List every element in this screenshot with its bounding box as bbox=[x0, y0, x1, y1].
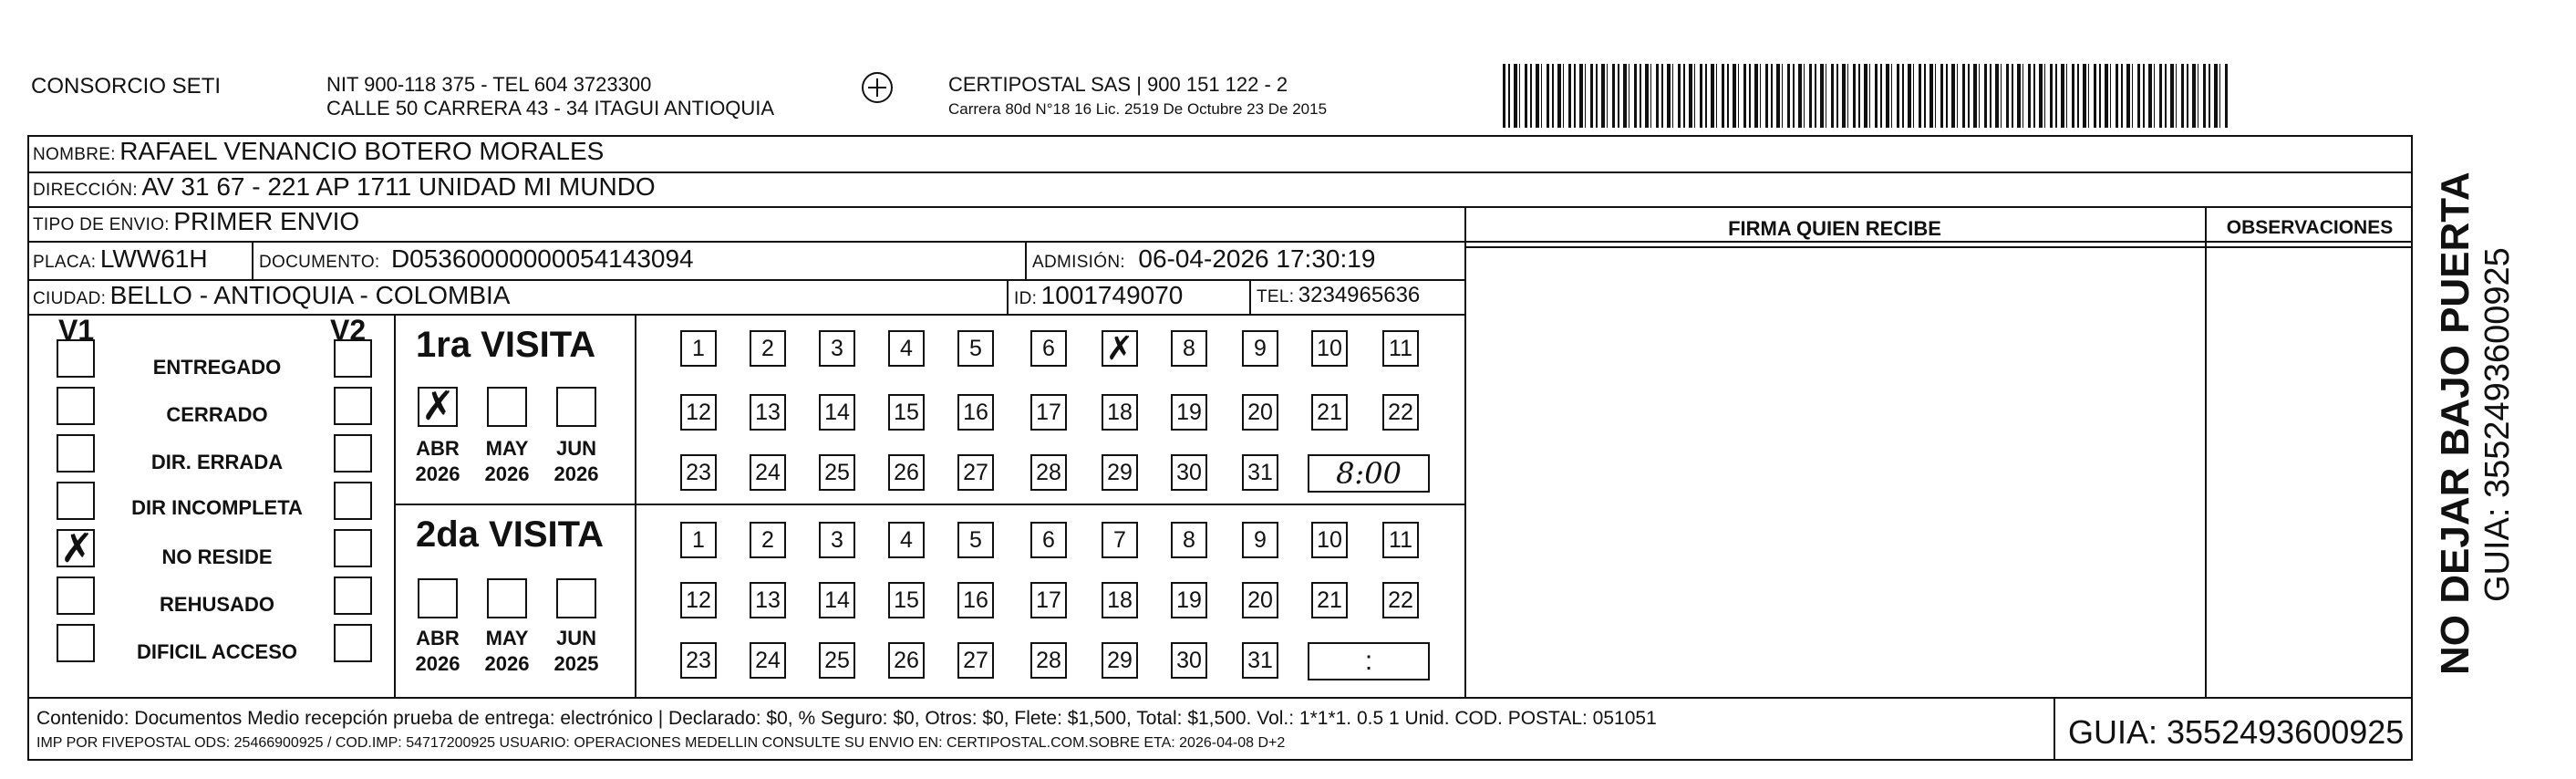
day-checkbox[interactable] bbox=[1171, 522, 1207, 558]
day-checkbox[interactable] bbox=[957, 522, 994, 558]
day-checkbox[interactable] bbox=[888, 522, 925, 558]
status-label: ENTREGADO bbox=[152, 356, 282, 379]
day-checkbox[interactable] bbox=[680, 642, 717, 679]
month-label: MAY bbox=[485, 627, 529, 649]
day-checkbox[interactable] bbox=[1030, 522, 1067, 558]
nombre-label: NOMBRE: bbox=[33, 145, 116, 164]
nit-line-1: NIT 900-118 375 - TEL 604 3723300 bbox=[326, 73, 652, 96]
year-label: 2026 bbox=[415, 652, 460, 675]
day-number: 25 bbox=[824, 459, 850, 485]
placa-value: LWW61H bbox=[99, 244, 208, 273]
ciudad-field bbox=[33, 281, 510, 310]
x-mark-icon: ✗ bbox=[421, 383, 455, 430]
day-number: 30 bbox=[1176, 459, 1202, 485]
year-label: 2025 bbox=[553, 652, 599, 675]
day-number: 18 bbox=[1107, 587, 1133, 613]
v2-checkbox[interactable] bbox=[334, 482, 372, 520]
day-checkbox[interactable] bbox=[680, 454, 717, 491]
day-checkbox[interactable] bbox=[957, 454, 994, 491]
v1-label: V1 bbox=[58, 314, 95, 347]
day-checkbox[interactable] bbox=[1382, 394, 1419, 431]
v2-checkbox[interactable] bbox=[334, 576, 372, 615]
day-number: 16 bbox=[963, 399, 988, 425]
visit2-title: 2da VISITA bbox=[416, 514, 604, 555]
month-label: ABR bbox=[416, 627, 460, 649]
status-label: DIR INCOMPLETA bbox=[131, 496, 303, 519]
certipostal-line-1: CERTIPOSTAL SAS | 900 151 122 - 2 bbox=[948, 73, 1288, 96]
month-checkbox[interactable] bbox=[556, 578, 596, 618]
day-checkbox[interactable] bbox=[750, 642, 786, 679]
nit-line-2: CALLE 50 CARRERA 43 - 34 ITAGUI ANTIOQUIA bbox=[326, 97, 775, 119]
certipostal-line-2: Carrera 80d N°18 16 Lic. 2519 De Octubre 23 De 2015 bbox=[948, 100, 1328, 118]
day-number: 7 bbox=[1113, 526, 1126, 553]
day-number: 22 bbox=[1388, 587, 1413, 613]
day-number: 11 bbox=[1389, 526, 1412, 553]
day-checkbox-marked[interactable] bbox=[1102, 330, 1138, 367]
ciudad-value: BELLO - ANTIOQUIA - COLOMBIA bbox=[109, 281, 511, 309]
side-warning: NO DEJAR BAJO PUERTA bbox=[2433, 171, 2478, 675]
day-checkbox[interactable] bbox=[819, 394, 855, 431]
day-checkbox[interactable] bbox=[1242, 394, 1278, 431]
day-checkbox[interactable] bbox=[819, 582, 855, 618]
day-checkbox[interactable] bbox=[750, 394, 786, 431]
day-checkbox[interactable] bbox=[1311, 522, 1348, 558]
month-label: JUN bbox=[555, 437, 596, 460]
day-number: 23 bbox=[686, 647, 711, 673]
day-checkbox[interactable] bbox=[957, 582, 994, 618]
day-number: 14 bbox=[824, 399, 850, 425]
v1-checkbox[interactable] bbox=[57, 339, 95, 378]
day-checkbox[interactable] bbox=[888, 394, 925, 431]
status-label: REHUSADO bbox=[160, 593, 274, 616]
day-checkbox[interactable] bbox=[1311, 330, 1348, 367]
day-number: 5 bbox=[969, 335, 982, 361]
day-checkbox[interactable] bbox=[1102, 394, 1138, 431]
day-checkbox[interactable] bbox=[1171, 582, 1207, 618]
admision-field bbox=[1032, 244, 1375, 274]
day-checkbox[interactable] bbox=[1311, 582, 1348, 618]
day-checkbox[interactable] bbox=[888, 454, 925, 491]
tel-value: 3234965636 bbox=[1298, 283, 1421, 307]
day-number: 3 bbox=[831, 335, 843, 361]
day-number: 8 bbox=[1183, 335, 1195, 361]
firma-header: FIRMA QUIEN RECIBE bbox=[1728, 217, 1941, 240]
v2-checkbox[interactable] bbox=[334, 624, 372, 662]
day-number: 18 bbox=[1107, 399, 1133, 425]
ciudad-label: CIUDAD: bbox=[33, 289, 107, 308]
day-number: 5 bbox=[969, 526, 982, 553]
day-number: 24 bbox=[755, 647, 781, 673]
v1-checkbox[interactable] bbox=[57, 482, 95, 520]
day-number: 9 bbox=[1254, 526, 1267, 553]
documento-field bbox=[259, 244, 694, 274]
day-checkbox[interactable] bbox=[957, 330, 994, 367]
day-number: 4 bbox=[900, 526, 913, 553]
day-number: 19 bbox=[1176, 587, 1202, 613]
company-name: CONSORCIO SETI bbox=[31, 74, 222, 99]
day-number: 28 bbox=[1036, 647, 1061, 673]
footer-guia: GUIA: 3552493600925 bbox=[2068, 713, 2405, 751]
day-number: 4 bbox=[900, 335, 913, 361]
day-number: 21 bbox=[1317, 587, 1342, 613]
day-number: 31 bbox=[1247, 647, 1273, 673]
v1-checkbox[interactable] bbox=[57, 387, 95, 425]
tipo-field bbox=[33, 207, 359, 236]
direccion-value: AV 31 67 - 221 AP 1711 UNIDAD MI MUNDO bbox=[141, 172, 656, 201]
day-number: 15 bbox=[894, 399, 919, 425]
admision-label: ADMISIÓN: bbox=[1032, 253, 1125, 272]
month-checkbox[interactable] bbox=[556, 387, 596, 427]
x-mark-icon: ✗ bbox=[60, 525, 94, 572]
day-number: 12 bbox=[686, 399, 711, 425]
status-label: DIR. ERRADA bbox=[150, 451, 284, 473]
v2-checkbox[interactable] bbox=[334, 434, 372, 473]
direccion-field bbox=[33, 172, 656, 202]
day-checkbox[interactable] bbox=[1171, 394, 1207, 431]
day-checkbox[interactable] bbox=[680, 522, 717, 558]
direccion-label: DIRECCIÓN: bbox=[33, 181, 138, 200]
day-checkbox[interactable] bbox=[888, 330, 925, 367]
day-number: 20 bbox=[1247, 399, 1273, 425]
day-checkbox[interactable] bbox=[680, 394, 717, 431]
day-number: 26 bbox=[894, 647, 919, 673]
day-number: 23 bbox=[686, 459, 711, 485]
day-number: 2 bbox=[761, 335, 774, 361]
v2-checkbox[interactable] bbox=[334, 339, 372, 378]
tipo-value: PRIMER ENVIO bbox=[173, 207, 360, 235]
nombre-field bbox=[33, 137, 604, 166]
status-label: NO RESIDE bbox=[161, 545, 273, 568]
day-checkbox[interactable] bbox=[1242, 642, 1278, 679]
month-checkbox[interactable] bbox=[487, 387, 527, 427]
day-checkbox[interactable] bbox=[1030, 582, 1067, 618]
visit2-time: : bbox=[1364, 646, 1373, 676]
day-number: 13 bbox=[755, 399, 781, 425]
day-number: 29 bbox=[1107, 647, 1133, 673]
day-number: 27 bbox=[963, 459, 988, 485]
day-number: 10 bbox=[1317, 526, 1342, 553]
day-checkbox[interactable] bbox=[1102, 642, 1138, 679]
v1-checkbox[interactable] bbox=[57, 576, 95, 615]
day-checkbox[interactable] bbox=[1311, 394, 1348, 431]
day-number: 26 bbox=[894, 459, 919, 485]
day-checkbox[interactable] bbox=[1171, 454, 1207, 491]
footer-imp: IMP POR FIVEPOSTAL ODS: 25466900925 / COD.IMP: 54717200925 USUARIO: OPERACIONES MEDELLIN CONSULTE SU ENVIO EN: CERTIPOSTAL.COM.SOBRE ETA: 2026-04-08 D+2 bbox=[36, 735, 1286, 751]
day-number: 14 bbox=[824, 587, 850, 613]
visit1-time-box[interactable] bbox=[1308, 454, 1430, 493]
day-number: 24 bbox=[755, 459, 781, 485]
month-label: MAY bbox=[485, 437, 529, 460]
day-number: 10 bbox=[1317, 335, 1342, 361]
day-number: 13 bbox=[755, 587, 781, 613]
day-checkbox[interactable] bbox=[957, 642, 994, 679]
day-checkbox[interactable] bbox=[750, 330, 786, 367]
day-checkbox[interactable] bbox=[1030, 330, 1067, 367]
day-number: 29 bbox=[1107, 459, 1133, 485]
day-number: 19 bbox=[1176, 399, 1202, 425]
visit1-title: 1ra VISITA bbox=[416, 325, 596, 365]
day-checkbox[interactable] bbox=[1102, 454, 1138, 491]
day-number: 22 bbox=[1388, 399, 1413, 425]
v2-checkbox[interactable] bbox=[334, 529, 372, 567]
visit1-time: 8:00 bbox=[1336, 456, 1402, 491]
v2-label: V2 bbox=[330, 314, 367, 347]
day-number: 9 bbox=[1254, 335, 1267, 361]
day-number: 2 bbox=[761, 526, 774, 553]
day-checkbox[interactable] bbox=[680, 330, 717, 367]
day-checkbox[interactable] bbox=[750, 582, 786, 618]
day-number: 21 bbox=[1317, 399, 1342, 425]
admision-value: 06-04-2026 17:30:19 bbox=[1138, 244, 1376, 273]
day-number: 6 bbox=[1042, 526, 1055, 553]
day-number: 25 bbox=[824, 647, 850, 673]
day-checkbox[interactable] bbox=[680, 582, 717, 618]
day-checkbox[interactable] bbox=[1171, 330, 1207, 367]
tel-field bbox=[1257, 283, 1420, 308]
year-label: 2026 bbox=[415, 462, 460, 485]
day-checkbox[interactable] bbox=[750, 454, 786, 491]
id-field bbox=[1014, 281, 1183, 310]
placa-label: PLACA: bbox=[33, 253, 97, 272]
day-checkbox[interactable] bbox=[1102, 522, 1138, 558]
postal-logo-icon bbox=[857, 69, 897, 109]
month-checkbox[interactable] bbox=[418, 578, 458, 618]
day-checkbox[interactable] bbox=[1171, 642, 1207, 679]
day-checkbox[interactable] bbox=[750, 522, 786, 558]
month-label: ABR bbox=[416, 437, 460, 460]
day-checkbox[interactable] bbox=[888, 642, 925, 679]
barcode bbox=[1503, 64, 2229, 128]
day-checkbox[interactable] bbox=[819, 454, 855, 491]
tipo-label: TIPO DE ENVIO: bbox=[33, 215, 170, 234]
day-number: 20 bbox=[1247, 587, 1273, 613]
day-checkbox[interactable] bbox=[819, 522, 855, 558]
day-number: 1 bbox=[692, 526, 705, 553]
day-number: 1 bbox=[692, 335, 705, 361]
day-checkbox[interactable] bbox=[1242, 330, 1278, 367]
day-number: 30 bbox=[1176, 647, 1202, 673]
day-checkbox[interactable] bbox=[1242, 522, 1278, 558]
day-checkbox[interactable] bbox=[819, 642, 855, 679]
footer-contenido: Contenido: Documentos Medio recepción prueba de entrega: electrónico | Declarado: $0, % Seguro: $0, Otros: $0, Flete: $1,500, Total: $1,500. Vol.: 1*1*1. 0.5 1 Unid. COD. POSTAL: 051051 bbox=[36, 708, 1657, 729]
year-label: 2026 bbox=[553, 462, 599, 485]
v1-checkbox[interactable] bbox=[57, 624, 95, 662]
day-number: 17 bbox=[1036, 399, 1061, 425]
day-checkbox[interactable] bbox=[1030, 642, 1067, 679]
status-label: CERRADO bbox=[166, 403, 268, 426]
day-checkbox[interactable] bbox=[1382, 330, 1419, 367]
day-checkbox[interactable] bbox=[1030, 454, 1067, 491]
documento-value: D05360000000054143094 bbox=[390, 244, 694, 273]
observaciones-header: OBSERVACIONES bbox=[2226, 217, 2394, 238]
day-number: 8 bbox=[1183, 526, 1195, 553]
day-checkbox[interactable] bbox=[819, 330, 855, 367]
month-checkbox[interactable] bbox=[487, 578, 527, 618]
id-value: 1001749070 bbox=[1040, 281, 1184, 309]
day-number: 16 bbox=[963, 587, 988, 613]
side-guia: GUIA: 3552493600925 bbox=[2478, 247, 2517, 602]
day-checkbox[interactable] bbox=[957, 394, 994, 431]
documento-label: DOCUMENTO: bbox=[259, 253, 380, 272]
day-checkbox[interactable] bbox=[1030, 394, 1067, 431]
day-number: 31 bbox=[1247, 459, 1273, 485]
month-label: JUN bbox=[555, 627, 596, 649]
day-number: 11 bbox=[1389, 335, 1412, 361]
status-label: DIFICIL ACCESO bbox=[136, 640, 297, 663]
day-number: 17 bbox=[1036, 587, 1061, 613]
day-checkbox[interactable] bbox=[1382, 522, 1419, 558]
x-mark-icon: ✗ bbox=[1105, 329, 1134, 367]
day-checkbox[interactable] bbox=[1242, 582, 1278, 618]
visit2-time-box[interactable] bbox=[1308, 642, 1430, 680]
v1-checkbox[interactable] bbox=[57, 434, 95, 473]
day-number: 28 bbox=[1036, 459, 1061, 485]
year-label: 2026 bbox=[484, 652, 530, 675]
day-checkbox[interactable] bbox=[1242, 454, 1278, 491]
placa-field bbox=[33, 244, 208, 274]
day-checkbox[interactable] bbox=[1382, 582, 1419, 618]
nombre-value: RAFAEL VENANCIO BOTERO MORALES bbox=[119, 137, 605, 165]
day-number: 15 bbox=[894, 587, 919, 613]
day-number: 3 bbox=[831, 526, 843, 553]
v2-checkbox[interactable] bbox=[334, 387, 372, 425]
id-label: ID: bbox=[1014, 289, 1038, 308]
day-number: 27 bbox=[963, 647, 988, 673]
day-checkbox[interactable] bbox=[888, 582, 925, 618]
day-number: 6 bbox=[1042, 335, 1055, 361]
day-checkbox[interactable] bbox=[1102, 582, 1138, 618]
year-label: 2026 bbox=[484, 462, 530, 485]
day-number: 12 bbox=[686, 587, 711, 613]
tel-label: TEL: bbox=[1257, 287, 1295, 306]
